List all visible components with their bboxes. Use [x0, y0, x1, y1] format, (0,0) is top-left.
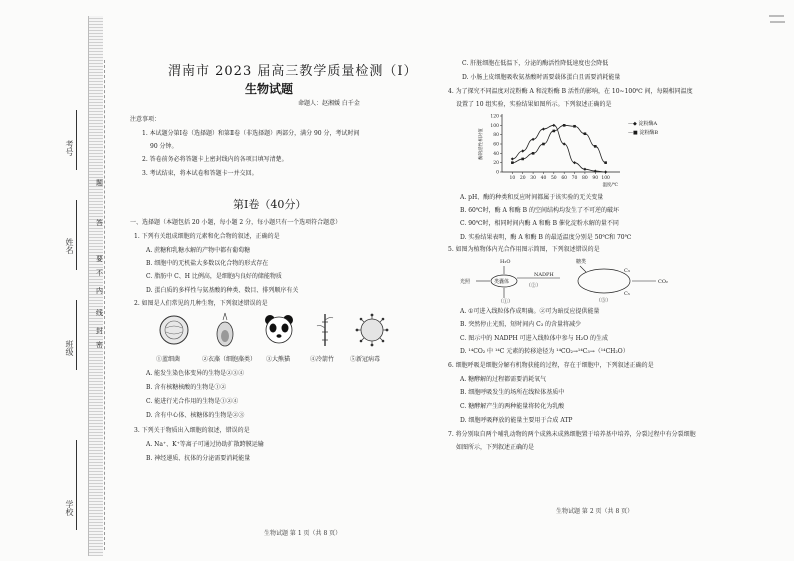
q4-stem: 4. 为了探究不同温度对淀粉酶 A 和淀粉酶 B 活性的影响，在 10~100℃ 间，每隔相同温度	[448, 88, 693, 95]
q4-option-c: C. 90℃时，相同时间内酶 A 和酶 B 催化淀粉水解的量不同	[460, 220, 619, 227]
diag-c5: C₅	[624, 291, 630, 297]
q2-option-c: C. 能进行光合作用的生物是①②④	[146, 398, 239, 405]
caption-5: ⑤新冠病毒	[350, 356, 381, 363]
point-b-0	[511, 161, 514, 164]
q4-option-b: B. 60℃时，酶 A 和酶 B 的空间结构均发生了不可逆的破坏	[460, 207, 619, 214]
exam-title: 渭南市 2023 届高三教学质量检测（Ⅰ）	[168, 64, 418, 79]
q6-option-b: B. 细胞呼吸发生的场所在线粒体基质中	[460, 389, 565, 396]
caption-4: ④冷箭竹	[310, 356, 335, 363]
q7-stem: 7. 将分别取自两个哺乳动物的两个成熟未成熟细胞置于培养基中培养，分裂过程中有分裂细胞	[448, 431, 696, 438]
caption-2: ②衣藻（细胞藻类）	[202, 356, 257, 363]
label-banji: 班级	[65, 340, 74, 356]
y-tick-label-0: 0	[496, 170, 499, 176]
q3-option-c: C. 肝脏细胞在低温下，分泌的酶活性降低速度也会降低	[462, 60, 609, 67]
y-tick-label-4: 80	[493, 133, 499, 139]
banji-line	[76, 300, 77, 370]
point-a-5	[563, 142, 566, 145]
series-line-a	[512, 125, 605, 172]
q2-option-d: D. 含有中心体、核糖体的生物是②③	[146, 412, 245, 419]
cyanobacteria-figure	[158, 314, 190, 346]
q2-option-a: A. 能发生染色体变异的生物是②③④	[146, 370, 245, 377]
q3-stem: 3. 下列关于物质出入细胞的叙述，错误的是	[134, 427, 250, 434]
diag-step2: （②）	[526, 283, 542, 289]
legend-item-b	[628, 129, 658, 138]
q1-option-c: C. 脂肪中 C、H 比例高，是细胞内良好的储能物质	[146, 273, 282, 280]
point-b-9	[604, 161, 607, 164]
q2-stem: 2. 如图是人们常见的几种生物，下列叙述错误的是	[134, 300, 268, 307]
notes-line-1: 1. 本试题分第Ⅰ卷（选择题）和第Ⅱ卷（非选择题）两部分，满分 90 分，考试时间	[142, 130, 360, 137]
y-axis-label: 酶的活性相对值	[479, 128, 484, 160]
notes-heading: 注意事项：	[130, 116, 161, 123]
diag-glucose: 糖类	[576, 259, 587, 265]
point-b-8	[594, 145, 597, 148]
section-intro: 一、选择题（本题包括 20 小题，每小题 2 分，每小题只有一个选项符合题意）	[130, 219, 342, 226]
enzyme-activity-chart	[476, 110, 626, 190]
seal-mark-1: 题	[96, 179, 103, 187]
point-b-4	[553, 130, 556, 133]
seal-line	[104, 60, 111, 550]
q3-option-b: B. 神经递质、抗体的分泌需要消耗能量	[146, 455, 251, 462]
diag-c3: C₃	[624, 268, 630, 274]
point-b-5	[563, 124, 566, 127]
q5-stem: 5. 如图为植物体内光合作用图示简图，下列叙述错误的是	[448, 246, 600, 253]
corner-mark	[768, 14, 786, 24]
seal-mark-5: 内	[96, 287, 103, 295]
notes-line-3: 2. 答卷前务必将答题卡上密封线内的各项目填写清楚。	[142, 156, 288, 163]
q4-option-a: A. pH、酶的种类和反应时间都属于该实验的无关变量	[460, 194, 604, 201]
q3-option-a: A. Na⁺、K⁺等离子可通过协助扩散跨膜运输	[146, 441, 264, 448]
y-tick-label-3: 60	[493, 142, 499, 148]
x-tick-label-9: 100	[601, 176, 610, 181]
x-tick-label-2: 30	[530, 176, 536, 181]
kaohao-line	[76, 110, 77, 170]
q5-option-b: B. 突然停止光照，短时间内 C₃ 的含量将减少	[460, 321, 582, 328]
chart-legend	[628, 120, 658, 138]
caption-1: ①蓝细菌	[156, 356, 181, 363]
x-tick-label-7: 80	[582, 176, 588, 181]
y-tick-label-6: 120	[490, 114, 499, 120]
q1-stem: 1. 下列有关组成细胞的元素和化合物的叙述，正确的是	[134, 233, 280, 240]
point-a-6	[573, 161, 576, 164]
q1-option-b: B. 细胞中的无机盐大多数以化合物的形式存在	[146, 260, 269, 267]
diag-light: 光照	[460, 279, 471, 285]
point-a-2	[531, 138, 534, 141]
point-a-1	[521, 149, 524, 152]
legend-swatch-b: —■	[628, 130, 640, 136]
label-kaohao: 考号	[65, 140, 74, 156]
diag-nadph: NADPH	[534, 272, 554, 278]
diag-step1: （①）	[498, 299, 514, 304]
x-tick-label-1: 20	[519, 176, 526, 181]
chart-axis-lines	[502, 114, 620, 172]
authors-line: 命题人：赵湘媛 白千金	[298, 100, 360, 107]
q1-option-d: D. 蛋白质的多样性与氨基酸的种类、数目、排列顺序有关	[146, 287, 299, 294]
label-xingming: 姓名	[65, 238, 74, 254]
caption-3: ③大熊猫	[266, 356, 291, 363]
x-tick-label-0: 10	[509, 176, 516, 181]
y-tick-label-5: 100	[490, 123, 499, 129]
subject-title: 生物试题	[245, 82, 294, 96]
diag-step3: （③）	[596, 298, 612, 304]
point-b-1	[521, 158, 524, 161]
point-a-0	[511, 157, 514, 160]
bamboo-figure	[316, 312, 334, 348]
point-a-4	[552, 124, 555, 127]
coronavirus-figure	[354, 312, 390, 348]
q5-option-d: D. ¹⁴CO₂ 中 ¹⁴C 元素的转移途径为 ¹⁴CO₂→¹⁴C₃→（¹⁴CH₂O）	[460, 348, 629, 355]
q6-stem: 6. 细胞呼吸是细胞分解有机物获能的过程，存在于细胞中，下列叙述正确的是	[448, 362, 654, 369]
seal-mark-6: 线	[96, 309, 103, 317]
point-a-7	[583, 168, 586, 171]
x-tick-label-5: 60	[561, 176, 568, 181]
section-heading: 第Ⅰ卷（40分）	[233, 198, 307, 211]
xingming-line	[76, 200, 77, 270]
legend-item-a	[628, 120, 658, 129]
label-xuexiao: 学校	[65, 500, 74, 516]
point-b-6	[573, 125, 576, 128]
seal-mark-4: 不	[96, 269, 103, 277]
x-tick-label-4: 50	[550, 176, 557, 181]
series-line-b	[512, 125, 605, 162]
seal-mark-7: 封	[96, 327, 103, 335]
photosynthesis-diagram	[456, 254, 696, 304]
y-tick-label-1: 20	[493, 161, 499, 167]
chlamydomonas-figure	[214, 312, 236, 348]
diag-co2: CO₂	[658, 279, 668, 285]
q7-stem-2: 如图所示，下列叙述正确的是	[456, 444, 535, 451]
q3-option-d: D. 小肠上皮细胞吸收氨基酸时需要载体蛋白且需要消耗能量	[462, 74, 621, 81]
point-b-7	[584, 132, 587, 135]
q6-option-c: C. 糖酵解产生的两种能量将转化为乳酸	[460, 403, 565, 410]
q4-stem-2: 设置了 10 组实验，实验结果如图所示。下列叙述正确的是	[456, 101, 612, 108]
q2-option-b: B. 含有核糖核酸的生物是①②	[146, 384, 227, 391]
footer-left: 生物试题 第 1 页（共 8 页）	[264, 530, 342, 537]
seal-mark-8: 密	[96, 341, 103, 349]
q5-option-c: C. 图示中的 NADPH 可进入线粒体中参与 H₂O 的生成	[460, 335, 609, 342]
q4-option-d: D. 实验结果表明，酶 A 和酶 B 的最适温度分别是 50℃和 70℃	[460, 234, 632, 241]
point-b-3	[542, 143, 545, 146]
legend-swatch-a: —◆	[628, 121, 639, 127]
seal-mark-2: 答	[96, 219, 103, 227]
x-axis-label: 温度/℃	[602, 183, 618, 188]
legend-label-a: 淀粉酶A	[638, 121, 658, 127]
panda-figure	[262, 314, 296, 346]
x-tick-label-6: 70	[571, 176, 578, 181]
point-a-3	[542, 127, 545, 130]
diag-h2o: H₂O	[500, 259, 511, 265]
seal-mark-3: 要	[96, 255, 103, 263]
point-b-2	[532, 152, 535, 155]
q5-option-a: A. ①可进入线粒体作成明确。②可为暗反应提供能量	[460, 308, 600, 315]
xuexiao-line	[76, 440, 77, 530]
y-tick-label-2: 40	[493, 151, 499, 157]
x-tick-label-8: 90	[592, 176, 599, 181]
diag-pigment: 类囊体	[494, 279, 510, 285]
notes-line-2: 90 分钟。	[150, 143, 178, 150]
x-tick-label-3: 40	[540, 176, 547, 181]
q1-option-a: A. 蔗糖和乳糖水解的产物中都有葡萄糖	[146, 247, 251, 254]
q6-option-d: D. 细胞呼吸释放的能量主要用于合成 ATP	[460, 417, 573, 424]
q6-option-a: A. 糖酵解的过程都需要消耗氧气	[460, 376, 547, 383]
legend-label-b: 淀粉酶B	[639, 130, 659, 136]
notes-line-4: 3. 考试结束，将本试卷和答题卡一并交回。	[142, 170, 258, 177]
footer-right: 生物试题 第 2 页（共 8 页）	[556, 508, 634, 515]
